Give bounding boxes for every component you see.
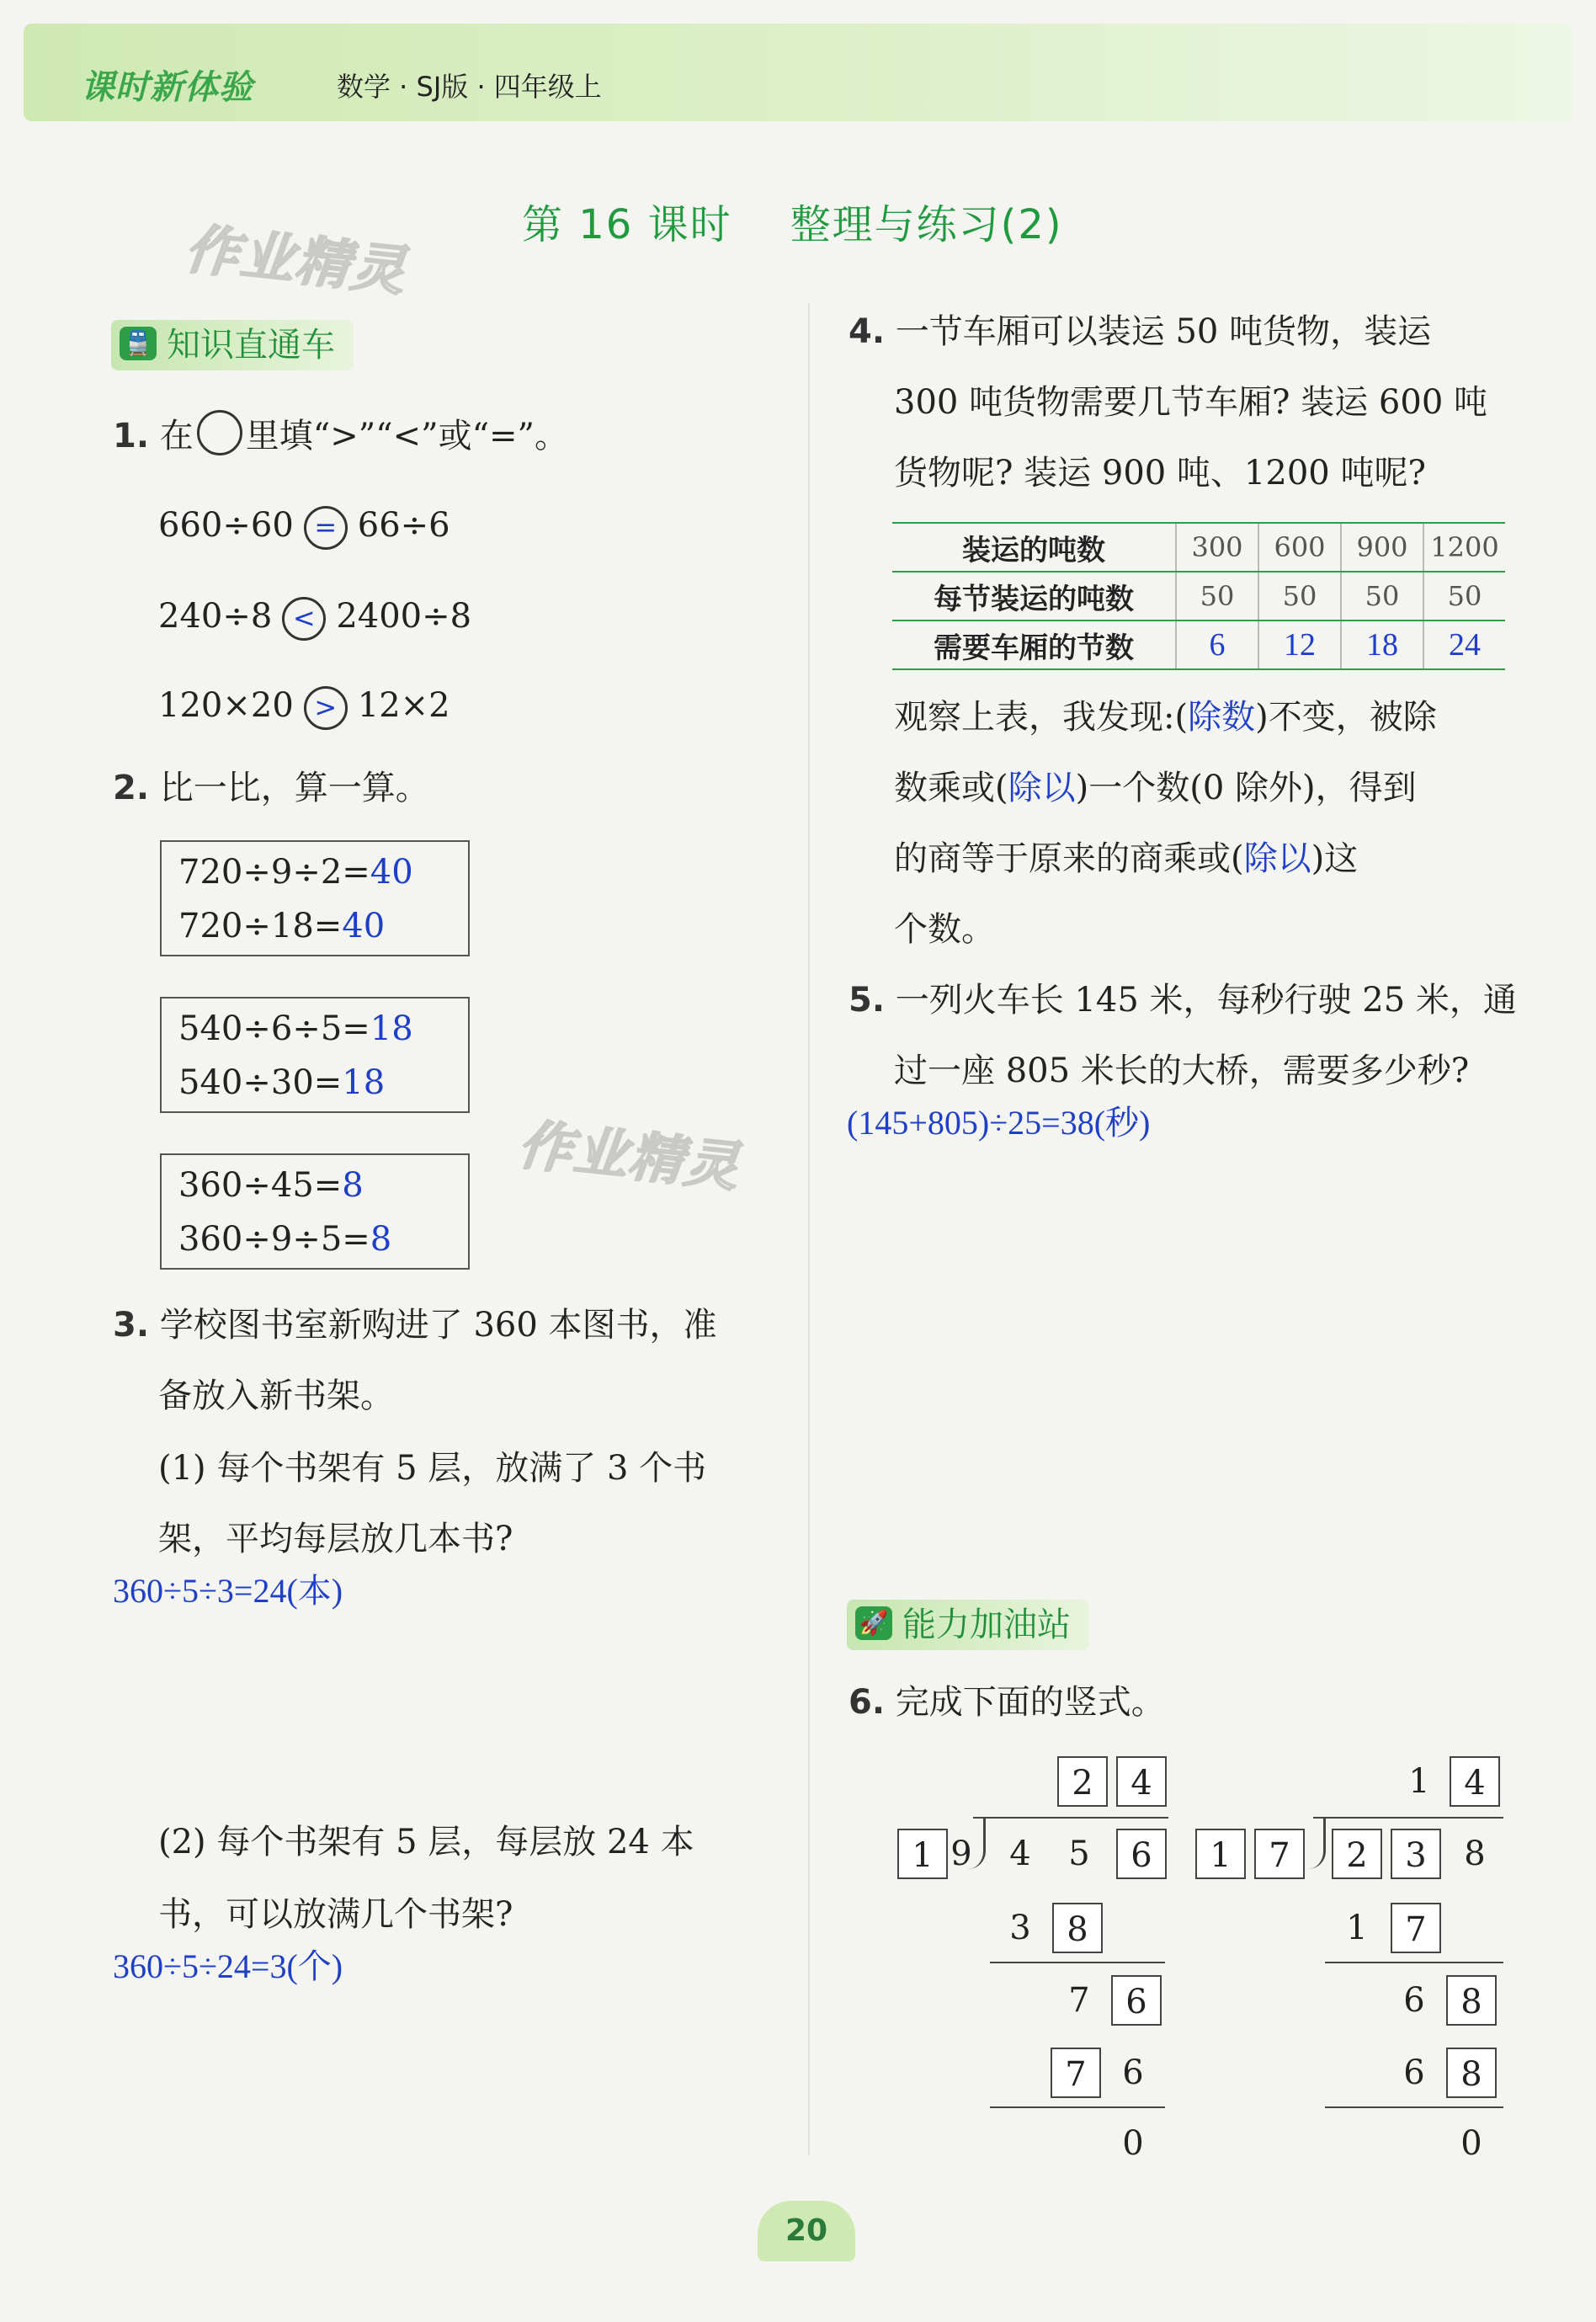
table-row-header: 需要车厢的节数: [892, 620, 1176, 669]
subtract-line: [1325, 2106, 1503, 2108]
calc-answer: 8: [370, 1220, 392, 1259]
calc-expr: 540÷30=: [178, 1063, 343, 1102]
q2-number: 2.: [113, 769, 150, 807]
table-answer-cell: 12: [1258, 620, 1341, 669]
q4-observation-3: [894, 823, 1358, 894]
remainder-digit: 7: [1068, 1981, 1090, 2020]
obs-answer: 除以: [1008, 769, 1076, 807]
partial-digit: 6: [1122, 2053, 1144, 2092]
calc-answer: 40: [342, 907, 386, 945]
table-answer-cell: 18: [1341, 620, 1423, 669]
answer-box: 7: [1051, 2048, 1101, 2098]
q3-sub1-line2: 架，平均每层放几本书?: [158, 1520, 513, 1558]
table-cell: 50: [1258, 572, 1341, 620]
q1-answer-circle: <: [282, 597, 326, 641]
table-row-header: 装运的吨数: [892, 523, 1176, 572]
final-remainder: 0: [1122, 2124, 1144, 2163]
quotient-digit: 1: [1408, 1762, 1430, 1801]
q3-sub2-line1: (2) 每个书架有 5 层，每层放 24 本: [158, 1823, 694, 1861]
table-cell: 900: [1341, 523, 1423, 572]
q5-answer: (145+805)÷25=38(秒): [847, 1104, 1151, 1142]
q1-left: 240÷8: [158, 597, 273, 636]
q1-answer-circle: =: [304, 506, 348, 550]
dividend-digit: 4: [1009, 1835, 1031, 1873]
q3-sub2-line2: 书，可以放满几个书架?: [158, 1895, 513, 1934]
header-band: [24, 24, 1572, 121]
q1-prompt-a: 在: [159, 417, 194, 455]
q1-item: [158, 670, 450, 741]
calc-expr: 720÷9÷2=: [178, 853, 370, 892]
answer-box: 8: [1446, 1975, 1497, 2026]
calc-line: [178, 899, 468, 953]
answer-box: 8: [1446, 2048, 1497, 2098]
calc-expr: 720÷18=: [178, 907, 343, 945]
final-remainder: 0: [1460, 2124, 1482, 2163]
answer-box: 3: [1391, 1829, 1441, 1879]
course-info: 数学 · SJ版 · 四年级上: [337, 71, 602, 103]
division-bar: [1313, 1817, 1503, 1819]
answer-box: 1: [1195, 1829, 1246, 1879]
answer-box: 6: [1116, 1829, 1167, 1879]
table-cell: 50: [1176, 572, 1258, 620]
calc-line: [178, 1212, 468, 1266]
q1-prompt: [113, 401, 568, 471]
q2-prompt-text: 比一比，算一算。: [159, 769, 429, 807]
q3-sub1-line1: (1) 每个书架有 5 层，放满了 3 个书: [158, 1449, 707, 1488]
q4-number: 4.: [849, 312, 886, 351]
table-answer-cell: 6: [1176, 620, 1258, 669]
calc-group: [160, 840, 470, 956]
column-divider: [808, 303, 810, 2155]
q1-answer-circle: >: [304, 686, 348, 730]
answer-box: 6: [1111, 1975, 1162, 2026]
answer-box: 1: [897, 1829, 948, 1879]
q5-number: 5.: [849, 981, 886, 1020]
partial-digit: 1: [1346, 1909, 1368, 1947]
q4-line3: 货物呢? 装运 900 吨、1200 吨呢?: [894, 454, 1426, 493]
dividend-digit: 8: [1464, 1835, 1486, 1873]
q6-number: 6.: [849, 1683, 886, 1722]
table-cell: 600: [1258, 523, 1341, 572]
q1-item: [158, 490, 450, 561]
subtract-line: [990, 1962, 1165, 1963]
tons-table: [892, 522, 1505, 670]
table-row: [892, 523, 1505, 572]
q1-prompt-b: 里填“>”“<”或“=”。: [245, 417, 568, 455]
table-cell: 1200: [1423, 523, 1505, 572]
calc-group: [160, 997, 470, 1113]
calc-line: [178, 845, 468, 899]
rocket-icon: 🚀: [855, 1606, 892, 1640]
q4-line1: [849, 296, 1431, 367]
answer-box: 2: [1332, 1829, 1382, 1879]
calc-answer: 40: [370, 853, 413, 892]
table-answer-cell: 24: [1423, 620, 1505, 669]
q1-item: [158, 581, 471, 652]
calc-line: [178, 1002, 468, 1056]
q3-sub2-answer: 360÷5÷24=3(个): [113, 1947, 343, 1985]
q6-prompt: [849, 1667, 1165, 1738]
answer-box: 4: [1116, 1756, 1167, 1807]
calc-group: [160, 1153, 470, 1270]
section-ability-label: 能力加油站: [902, 1606, 1071, 1644]
obs-text: 的商等于原来的商乘或(: [894, 839, 1244, 878]
q1-right: 12×2: [357, 686, 450, 725]
q6-prompt-text: 完成下面的竖式。: [895, 1683, 1165, 1722]
subtract-line: [990, 2106, 1165, 2108]
obs-text: )不变，被除: [1255, 698, 1437, 737]
calc-expr: 360÷9÷5=: [178, 1220, 370, 1259]
table-row: [892, 572, 1505, 620]
obs-text: )这: [1311, 839, 1359, 878]
train-icon: 🚆: [120, 327, 157, 360]
answer-box: 8: [1052, 1903, 1103, 1953]
q3-sub1-answer: 360÷5÷3=24(本): [113, 1572, 343, 1610]
calc-expr: 360÷45=: [178, 1166, 343, 1205]
calc-answer: 8: [342, 1166, 364, 1205]
q3-line2: 备放入新书架。: [158, 1377, 394, 1415]
q5-line1: [849, 965, 1517, 1036]
q1-left: 120×20: [158, 686, 294, 725]
watermark: 作业精灵: [182, 218, 410, 304]
division-bracket: [1308, 1817, 1326, 1869]
brand-logo: 课时新体验: [81, 68, 253, 107]
section-knowledge-label: 知识直通车: [167, 326, 335, 365]
division-bar: [973, 1817, 1168, 1819]
table-cell: 300: [1176, 523, 1258, 572]
partial-digit: 6: [1403, 2053, 1425, 2092]
table-cell: 50: [1341, 572, 1423, 620]
divisor-digit: 9: [950, 1835, 972, 1873]
lesson-title: 第 16 课时 整理与练习(2): [522, 201, 1063, 248]
page-number: 20: [758, 2201, 855, 2261]
q3-line1: [113, 1290, 717, 1361]
q1-left: 660÷60: [158, 506, 294, 545]
partial-digit: 3: [1009, 1909, 1031, 1947]
table-row-header: 每节装运的吨数: [892, 572, 1176, 620]
q1-right: 66÷6: [357, 506, 450, 545]
q3-number: 3.: [113, 1306, 150, 1345]
obs-answer: 除数: [1188, 698, 1256, 737]
q4-observation-2: [894, 753, 1417, 823]
q4-observation-1: [894, 682, 1437, 753]
q5-line2: 过一座 805 米长的大桥，需要多少秒?: [894, 1052, 1470, 1090]
q5-line1-text: 一列火车长 145 米，每秒行驶 25 米，通: [895, 981, 1517, 1020]
q4-line1-text: 一节车厢可以装运 50 吨货物，装运: [895, 312, 1432, 351]
answer-box: 4: [1450, 1756, 1500, 1807]
obs-text: 数乘或(: [894, 769, 1008, 807]
empty-circle-icon: [197, 410, 242, 455]
dividend-digit: 5: [1068, 1835, 1090, 1873]
q1-right: 2400÷8: [336, 597, 472, 636]
calc-line: [178, 1056, 468, 1110]
q2-prompt: [113, 753, 429, 823]
section-knowledge: [111, 320, 354, 370]
section-ability: [847, 1600, 1089, 1650]
obs-answer: 除以: [1243, 839, 1311, 878]
q1-number: 1.: [113, 417, 150, 455]
calc-expr: 540÷6÷5=: [178, 1009, 370, 1048]
tons-table-wrap: [892, 522, 1505, 670]
table-cell: 50: [1423, 572, 1505, 620]
calc-line: [178, 1158, 468, 1212]
calc-answer: 18: [370, 1009, 413, 1048]
subtract-line: [1325, 1962, 1503, 1963]
answer-box: 7: [1254, 1829, 1305, 1879]
answer-box: 2: [1057, 1756, 1108, 1807]
obs-text: )一个数(0 除外)，得到: [1075, 769, 1417, 807]
q3-line1-text: 学校图书室新购进了 360 本图书，准: [159, 1306, 717, 1345]
q4-observation-4: 个数。: [894, 910, 995, 949]
obs-text: 观察上表，我发现:(: [894, 698, 1189, 737]
answer-box: 7: [1391, 1903, 1441, 1953]
table-row: [892, 620, 1505, 669]
watermark: 作业精灵: [515, 1114, 743, 1200]
q4-line2: 300 吨货物需要几节车厢? 装运 600 吨: [894, 383, 1487, 422]
calc-answer: 18: [342, 1063, 386, 1102]
remainder-digit: 6: [1403, 1981, 1425, 2020]
